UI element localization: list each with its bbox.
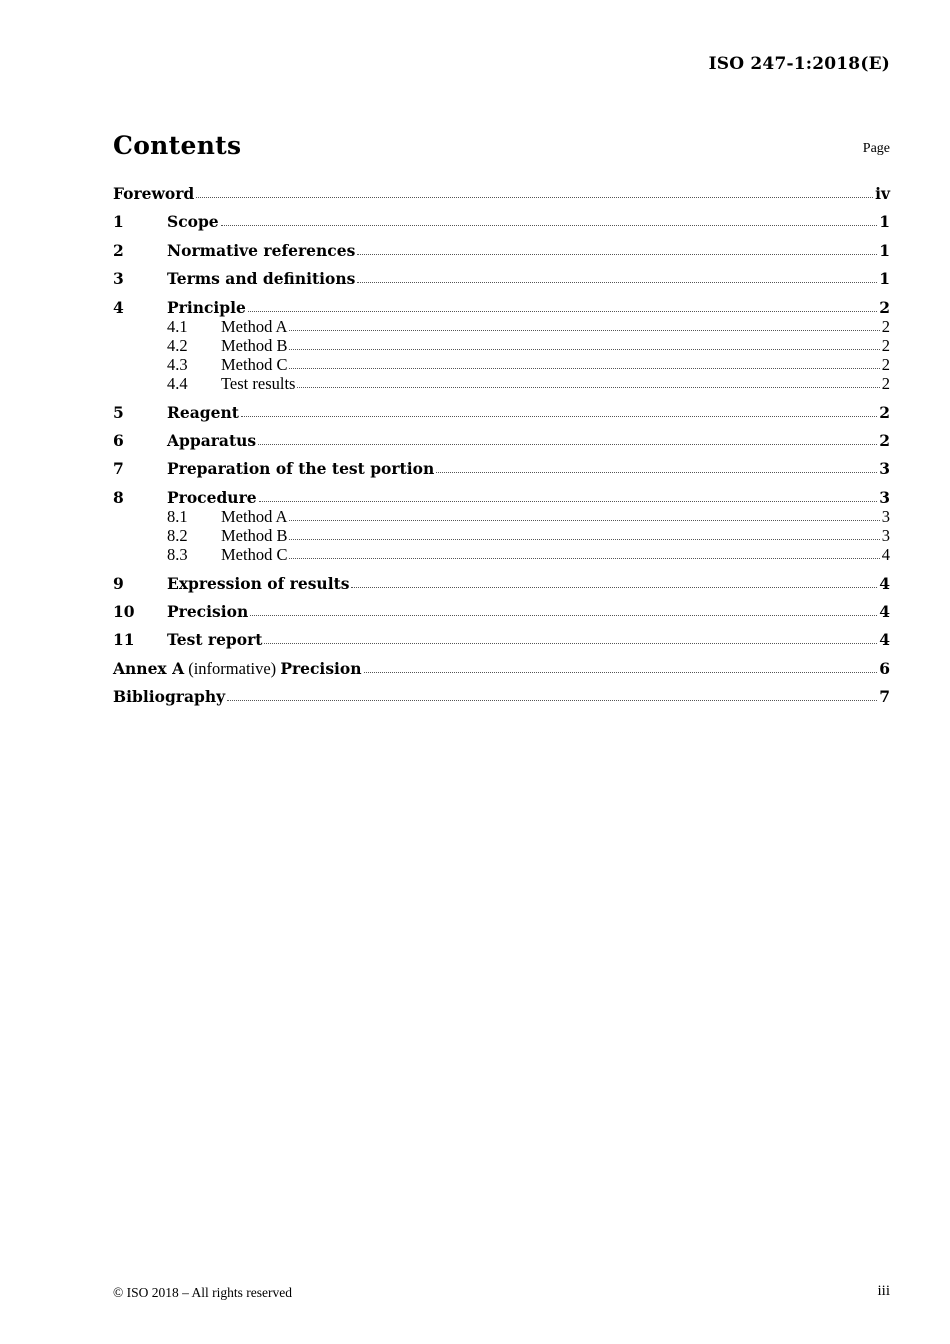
dot-leader bbox=[250, 614, 877, 616]
toc-entry-number: 10 bbox=[113, 602, 135, 622]
toc-entry-title bbox=[113, 184, 194, 203]
dot-leader bbox=[241, 415, 877, 417]
toc-entry-page: iv bbox=[875, 184, 890, 203]
dot-leader bbox=[364, 671, 878, 673]
page-column-label: Page bbox=[862, 141, 890, 156]
toc-entry-page: 2 bbox=[881, 335, 890, 355]
toc-entry[interactable] bbox=[113, 545, 890, 564]
toc-entry-title bbox=[167, 431, 256, 450]
toc-entry-page: 2 bbox=[879, 402, 890, 422]
toc-entry-title bbox=[113, 687, 225, 706]
dot-leader bbox=[248, 310, 877, 312]
toc-entry-title bbox=[113, 659, 362, 678]
toc-entry-title-tail: Precision bbox=[280, 658, 362, 678]
toc-entry-title bbox=[167, 298, 246, 317]
toc-entry-page: 1 bbox=[879, 212, 890, 232]
toc-entry-title-text: Foreword bbox=[113, 184, 195, 203]
toc-entry-page: 6 bbox=[879, 658, 890, 678]
toc-entry-number: 3 bbox=[113, 269, 124, 289]
toc-entry-title-text: Method A bbox=[221, 316, 288, 336]
toc-entry[interactable] bbox=[113, 630, 890, 649]
toc-entry-number: 8.2 bbox=[167, 526, 188, 546]
toc-entry-number: 8.3 bbox=[167, 545, 188, 565]
dot-leader bbox=[351, 586, 877, 588]
toc-entry-page: 2 bbox=[879, 297, 890, 317]
toc-entry-title-text: Precision bbox=[167, 602, 249, 622]
toc-entry-title-text: Reagent bbox=[167, 402, 239, 422]
toc-entry-title bbox=[167, 630, 262, 649]
dot-leader bbox=[357, 253, 877, 255]
toc-entry-title-text: Expression of results bbox=[167, 573, 350, 593]
toc-entry-page: 4 bbox=[881, 545, 890, 565]
dot-leader bbox=[221, 224, 878, 226]
dot-leader bbox=[289, 329, 879, 331]
toc-entry[interactable] bbox=[113, 431, 890, 450]
toc-entry-page: 1 bbox=[879, 240, 890, 260]
toc-entry-title-text: Method C bbox=[221, 545, 288, 565]
toc-entry-page: 3 bbox=[881, 506, 890, 526]
toc-entry-page: 4 bbox=[879, 573, 890, 593]
toc-entry-title-text: Test results bbox=[221, 374, 296, 394]
toc-entry-number: 5 bbox=[113, 402, 124, 422]
toc-entry[interactable] bbox=[113, 355, 890, 374]
toc-entry[interactable] bbox=[113, 687, 890, 706]
toc-entry-title bbox=[221, 336, 287, 355]
toc-entry-number: 8.1 bbox=[167, 506, 188, 526]
toc-entry-number: 4.3 bbox=[167, 355, 188, 375]
toc-entry[interactable] bbox=[113, 403, 890, 422]
toc-entry-title bbox=[167, 574, 349, 593]
toc-entry-number: 1 bbox=[113, 212, 124, 232]
toc-entry[interactable] bbox=[113, 459, 890, 478]
toc-entry[interactable] bbox=[113, 241, 890, 260]
toc-entry-page: 7 bbox=[879, 687, 890, 707]
toc-entry-page: 2 bbox=[879, 431, 890, 450]
toc-entry-page: 2 bbox=[881, 374, 890, 394]
contents-title: Contents bbox=[113, 131, 242, 160]
toc-entry-title-text: Apparatus bbox=[167, 431, 257, 450]
toc-entry-title-text: Method B bbox=[221, 335, 288, 355]
copyright-notice: © ISO 2018 – All rights reserved bbox=[113, 1285, 292, 1300]
dot-leader bbox=[289, 557, 879, 559]
toc-entry[interactable] bbox=[113, 659, 890, 678]
toc-entry-title bbox=[221, 355, 287, 374]
toc-entry-page: 2 bbox=[881, 355, 890, 375]
toc-entry[interactable] bbox=[113, 574, 890, 593]
toc-entry[interactable] bbox=[113, 184, 890, 203]
dot-leader bbox=[196, 196, 873, 198]
toc-entry-title bbox=[167, 602, 248, 621]
toc-entry-title-text: Procedure bbox=[167, 487, 257, 507]
toc-entry-title bbox=[167, 241, 355, 260]
dot-leader bbox=[258, 443, 877, 445]
toc-entry-title bbox=[167, 269, 355, 288]
toc-entry[interactable] bbox=[113, 317, 890, 336]
toc-entry-page: 3 bbox=[879, 459, 890, 479]
toc-entry-number: 4.4 bbox=[167, 374, 188, 394]
dot-leader bbox=[289, 348, 879, 350]
toc-entry-title-text: Method C bbox=[221, 355, 288, 375]
toc-entry-title-text: Annex A bbox=[113, 658, 185, 678]
toc-entry-title-text: Method B bbox=[221, 526, 288, 546]
toc-entry[interactable] bbox=[113, 507, 890, 526]
toc-entry-number: 7 bbox=[113, 459, 124, 479]
toc-entry-title-text: Preparation of the test portion bbox=[167, 459, 435, 479]
toc-entry-title-text: Bibliography bbox=[113, 687, 226, 707]
toc-entry-title bbox=[167, 488, 257, 507]
document-id: ISO 247-1:2018(E) bbox=[708, 54, 890, 74]
toc-entry[interactable] bbox=[113, 298, 890, 317]
toc-entry-page: 4 bbox=[879, 602, 890, 622]
dot-leader bbox=[259, 500, 878, 502]
toc-entry-title bbox=[221, 526, 287, 545]
toc-entry-page: 3 bbox=[881, 526, 890, 546]
toc-entry[interactable] bbox=[113, 488, 890, 507]
dot-leader bbox=[289, 538, 879, 540]
toc-entry-title-note: (informative) bbox=[184, 658, 281, 678]
dot-leader bbox=[264, 642, 877, 644]
toc-entry[interactable] bbox=[113, 212, 890, 231]
toc-entry-title-text: Test report bbox=[167, 630, 263, 650]
toc-entry-title bbox=[221, 507, 287, 526]
toc-entry-number: 4.1 bbox=[167, 316, 188, 336]
toc-entry-number: 6 bbox=[113, 431, 124, 450]
toc-entry-page: 4 bbox=[879, 630, 890, 650]
dot-leader bbox=[289, 519, 879, 521]
toc-entry-title-text: Method A bbox=[221, 506, 288, 526]
dot-leader bbox=[227, 699, 877, 701]
toc-entry-title-text: Scope bbox=[167, 212, 219, 232]
toc-entry[interactable] bbox=[113, 602, 890, 621]
dot-leader bbox=[297, 386, 879, 388]
toc-entry-number: 4 bbox=[113, 297, 124, 317]
page-number: iii bbox=[877, 1283, 890, 1299]
table-of-contents bbox=[113, 184, 890, 706]
toc-entry-title bbox=[167, 459, 434, 478]
toc-entry-title bbox=[167, 212, 219, 231]
toc-entry-title-text: Normative references bbox=[167, 240, 356, 260]
toc-entry-number: 8 bbox=[113, 487, 124, 507]
toc-entry-page: 1 bbox=[879, 269, 890, 289]
toc-entry-title bbox=[221, 545, 287, 564]
toc-entry-number: 11 bbox=[113, 630, 135, 650]
toc-entry-page: 3 bbox=[879, 487, 890, 507]
toc-entry[interactable] bbox=[113, 269, 890, 288]
toc-entry-title bbox=[167, 403, 239, 422]
dot-leader bbox=[289, 367, 879, 369]
toc-entry-number: 9 bbox=[113, 573, 124, 593]
toc-entry[interactable] bbox=[113, 336, 890, 355]
toc-entry[interactable] bbox=[113, 526, 890, 545]
toc-entry-page: 2 bbox=[881, 316, 890, 336]
dot-leader bbox=[357, 281, 877, 283]
toc-entry-title-text: Terms and definitions bbox=[167, 269, 356, 289]
toc-entry[interactable] bbox=[113, 374, 890, 393]
dot-leader bbox=[436, 471, 877, 473]
toc-entry-title bbox=[221, 374, 295, 393]
toc-entry-title bbox=[221, 317, 287, 336]
toc-entry-number: 4.2 bbox=[167, 335, 188, 355]
toc-entry-title-text: Principle bbox=[167, 297, 246, 317]
toc-entry-number: 2 bbox=[113, 240, 124, 260]
